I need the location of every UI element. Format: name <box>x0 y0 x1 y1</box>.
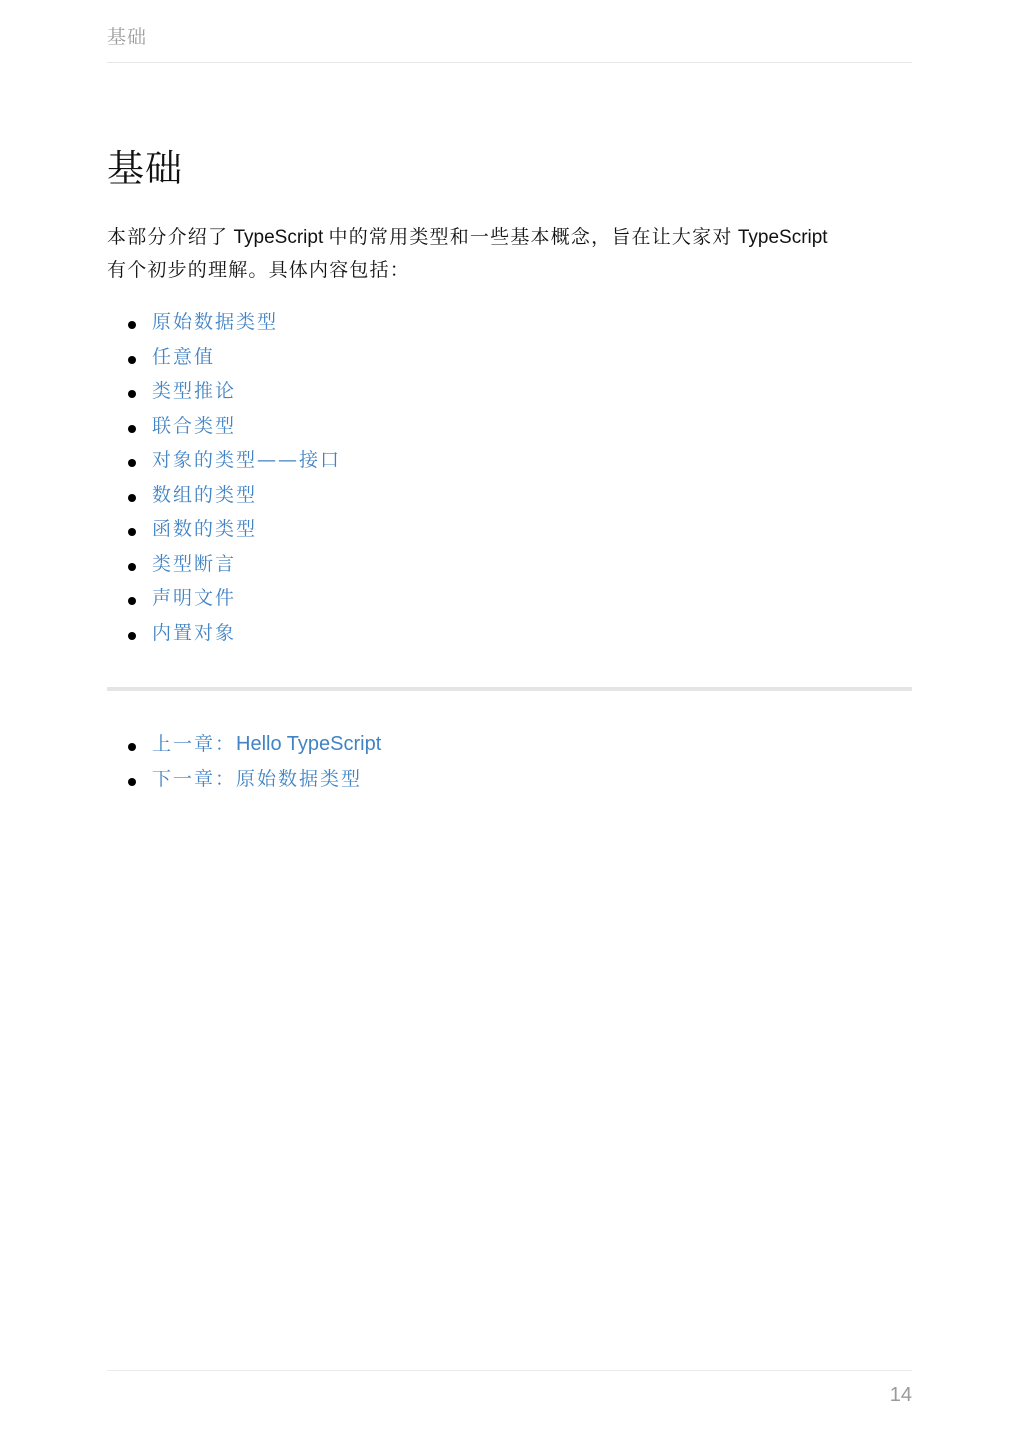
intro-term-typescript-1: TypeScript <box>228 227 329 248</box>
list-item <box>107 340 341 375</box>
list-item <box>107 512 341 547</box>
next-chapter-title: 原始数据类型 <box>236 767 363 790</box>
list-item <box>107 374 341 409</box>
toc-link-type-assertion[interactable]: 类型断言 <box>152 552 237 575</box>
bullet-icon <box>128 321 136 329</box>
contents-list <box>107 305 341 650</box>
bullet-icon <box>128 494 136 502</box>
previous-chapter-prefix: 上一章： <box>152 733 237 755</box>
bullet-icon <box>128 390 136 398</box>
page-number: 14 <box>889 1384 912 1406</box>
bullet-icon <box>128 459 136 467</box>
list-item <box>107 409 341 444</box>
toc-link-function-types[interactable]: 函数的类型 <box>152 518 258 540</box>
list-item <box>107 547 341 582</box>
list-item <box>107 478 341 513</box>
bullet-icon <box>128 563 136 571</box>
toc-link-any[interactable]: 任意值 <box>152 345 216 368</box>
bullet-icon <box>128 597 136 605</box>
list-item <box>107 305 341 340</box>
chapter-navigation <box>107 727 381 796</box>
intro-text-3: 有个初步的理解。具体内容包括： <box>107 259 411 281</box>
running-header: 基础 <box>107 26 148 48</box>
toc-link-array-types[interactable]: 数组的类型 <box>152 483 258 506</box>
bullet-icon <box>128 425 136 433</box>
intro-text-2: 中的常用类型和一些基本概念，旨在让大家对 <box>328 226 733 248</box>
bullet-icon <box>128 356 136 364</box>
toc-link-primitive-types[interactable]: 原始数据类型 <box>152 311 279 333</box>
list-item <box>107 762 381 797</box>
header-divider <box>107 62 912 63</box>
previous-chapter-link[interactable] <box>152 733 381 755</box>
page-title: 基础 <box>107 147 183 190</box>
document-page <box>107 0 912 1440</box>
toc-link-interfaces[interactable]: 对象的类型——接口 <box>152 449 342 471</box>
intro-term-typescript-2: TypeScript <box>732 227 828 248</box>
list-item <box>107 443 341 478</box>
bullet-icon <box>128 743 136 751</box>
intro-text-1: 本部分介绍了 <box>107 226 229 248</box>
intro-paragraph <box>107 221 912 287</box>
previous-chapter-title: Hello TypeScript <box>236 733 382 755</box>
toc-link-declaration-files[interactable]: 声明文件 <box>152 587 237 609</box>
list-item <box>107 581 341 616</box>
section-divider <box>107 687 912 691</box>
list-item <box>107 727 381 762</box>
bullet-icon <box>128 632 136 640</box>
toc-link-builtin-objects[interactable]: 内置对象 <box>152 621 237 644</box>
bullet-icon <box>128 778 136 786</box>
footer-divider <box>107 1370 912 1371</box>
next-chapter-link[interactable] <box>152 768 362 790</box>
list-item <box>107 616 341 651</box>
bullet-icon <box>128 528 136 536</box>
toc-link-type-inference[interactable]: 类型推论 <box>152 380 237 402</box>
toc-link-union-types[interactable]: 联合类型 <box>152 414 237 437</box>
next-chapter-prefix: 下一章： <box>152 767 237 790</box>
